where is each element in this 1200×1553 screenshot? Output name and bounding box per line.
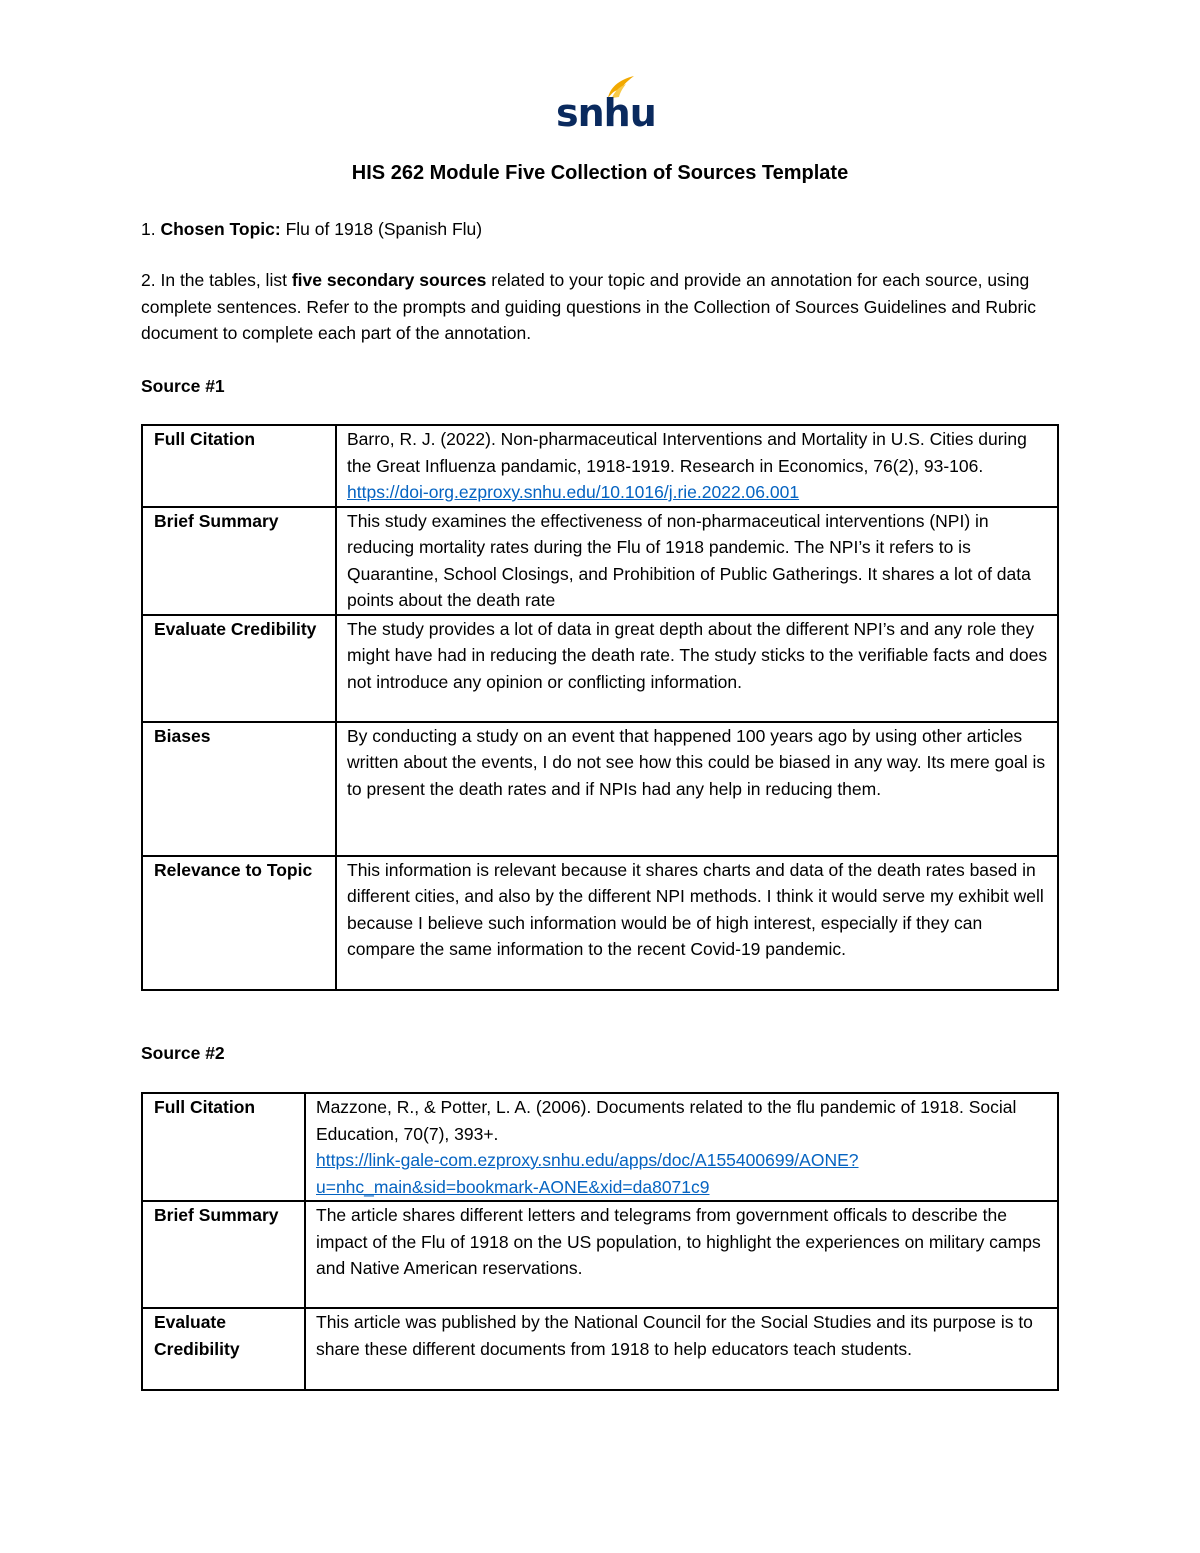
page-title: HIS 262 Module Five Collection of Sources Template (351, 162, 849, 184)
citation-link-line-2[interactable]: u=nhc_main&sid=bookmark-AONE&xid=da8071c9 (316, 1176, 710, 1197)
source-2-table (141, 1092, 1059, 1391)
row-label: Evaluate Credibility (142, 1308, 305, 1390)
table-row (142, 856, 1058, 990)
table-row (142, 722, 1058, 856)
row-label: Biases (142, 722, 336, 856)
biases-text: By conducting a study on an event that happened 100 years ago by using other articles written about the events, I do not see how this could be biased in any way. Its mere goal is to present the death rates and if NPIs had any help in reducing them. (336, 722, 1058, 856)
table-row (142, 507, 1058, 615)
credibility-text: This article was published by the National Council for the Social Studies and its purpose is to share these different documents from 1918 to help educators teach students. (305, 1308, 1058, 1390)
instructions-before: In the tables, list (160, 270, 287, 290)
topic-label: Chosen Topic: (160, 219, 281, 239)
row-label: Full Citation (142, 425, 336, 507)
instructions-after: related to your topic and provide an annotation for each source, using complete sentences. Refer to the prompts and guiding questions in the Collection of Sources Guidelines and Rubric document to complete each part of the annotation. (141, 270, 1036, 343)
instructions-number: 2. (141, 270, 156, 290)
row-label: Evaluate Credibility (142, 615, 336, 722)
topic-number: 1. (141, 219, 156, 239)
chosen-topic (141, 216, 1071, 243)
row-label: Brief Summary (142, 1201, 305, 1308)
logo-text: snhu (556, 91, 656, 135)
source-2-heading: Source #2 (141, 1043, 225, 1063)
source-1-heading: Source #1 (141, 376, 225, 396)
citation-text: Barro, R. J. (2022). Non-pharmaceutical Interventions and Mortality in U.S. Cities during the Great Influenza pandamic, 1918-1919. Research in Economics, 76(2), 93-106. (347, 429, 1027, 476)
table-row (142, 1308, 1058, 1390)
table-row (142, 1201, 1058, 1308)
instructions (141, 267, 1071, 347)
snhu-logo (556, 74, 656, 135)
citation-text: Mazzone, R., & Potter, L. A. (2006). Documents related to the flu pandemic of 1918. Social Education, 70(7), 393+. (316, 1097, 1017, 1144)
topic-value: Flu of 1918 (Spanish Flu) (285, 219, 483, 239)
relevance-text: This information is relevant because it shares charts and data of the death rates based in different cities, and also by the different NPI methods. I think it would serve my exhibit well because I believe such information would be of high interest, especially if they can compare the same information to the recent Covid-19 pandemic. (336, 856, 1058, 990)
instructions-emphasis: five secondary sources (291, 270, 487, 290)
summary-text: This study examines the effectiveness of non-pharmaceutical interventions (NPI) in reducing mortality rates during the Flu of 1918 pandemic. The NPI’s it refers to is Quarantine, School Closings, and Prohibition of Public Gatherings. It shares a lot of data points about the death rate (336, 507, 1058, 615)
credibility-text: The study provides a lot of data in great depth about the different NPI’s and any role they might have had in reducing the death rate. The study sticks to the verifiable facts and does not introduce any opinion or conflicting information. (336, 615, 1058, 722)
citation-cell (305, 1093, 1058, 1201)
table-row (142, 615, 1058, 722)
row-label: Full Citation (142, 1093, 305, 1201)
table-row (142, 425, 1058, 507)
source-1-table (141, 424, 1059, 991)
citation-link-line-1[interactable]: https://link-gale-com.ezproxy.snhu.edu/apps/doc/A155400699/AONE? (316, 1150, 859, 1170)
row-label: Brief Summary (142, 507, 336, 615)
table-row (142, 1093, 1058, 1201)
row-label: Relevance to Topic (142, 856, 336, 990)
summary-text: The article shares different letters and telegrams from government officals to describe the impact of the Flu of 1918 on the US population, to highlight the experiences on military camps and Native American reservations. (305, 1201, 1058, 1308)
citation-link[interactable]: https://doi-org.ezproxy.snhu.edu/10.1016/j.rie.2022.06.001 (347, 482, 800, 502)
citation-cell (336, 425, 1058, 507)
